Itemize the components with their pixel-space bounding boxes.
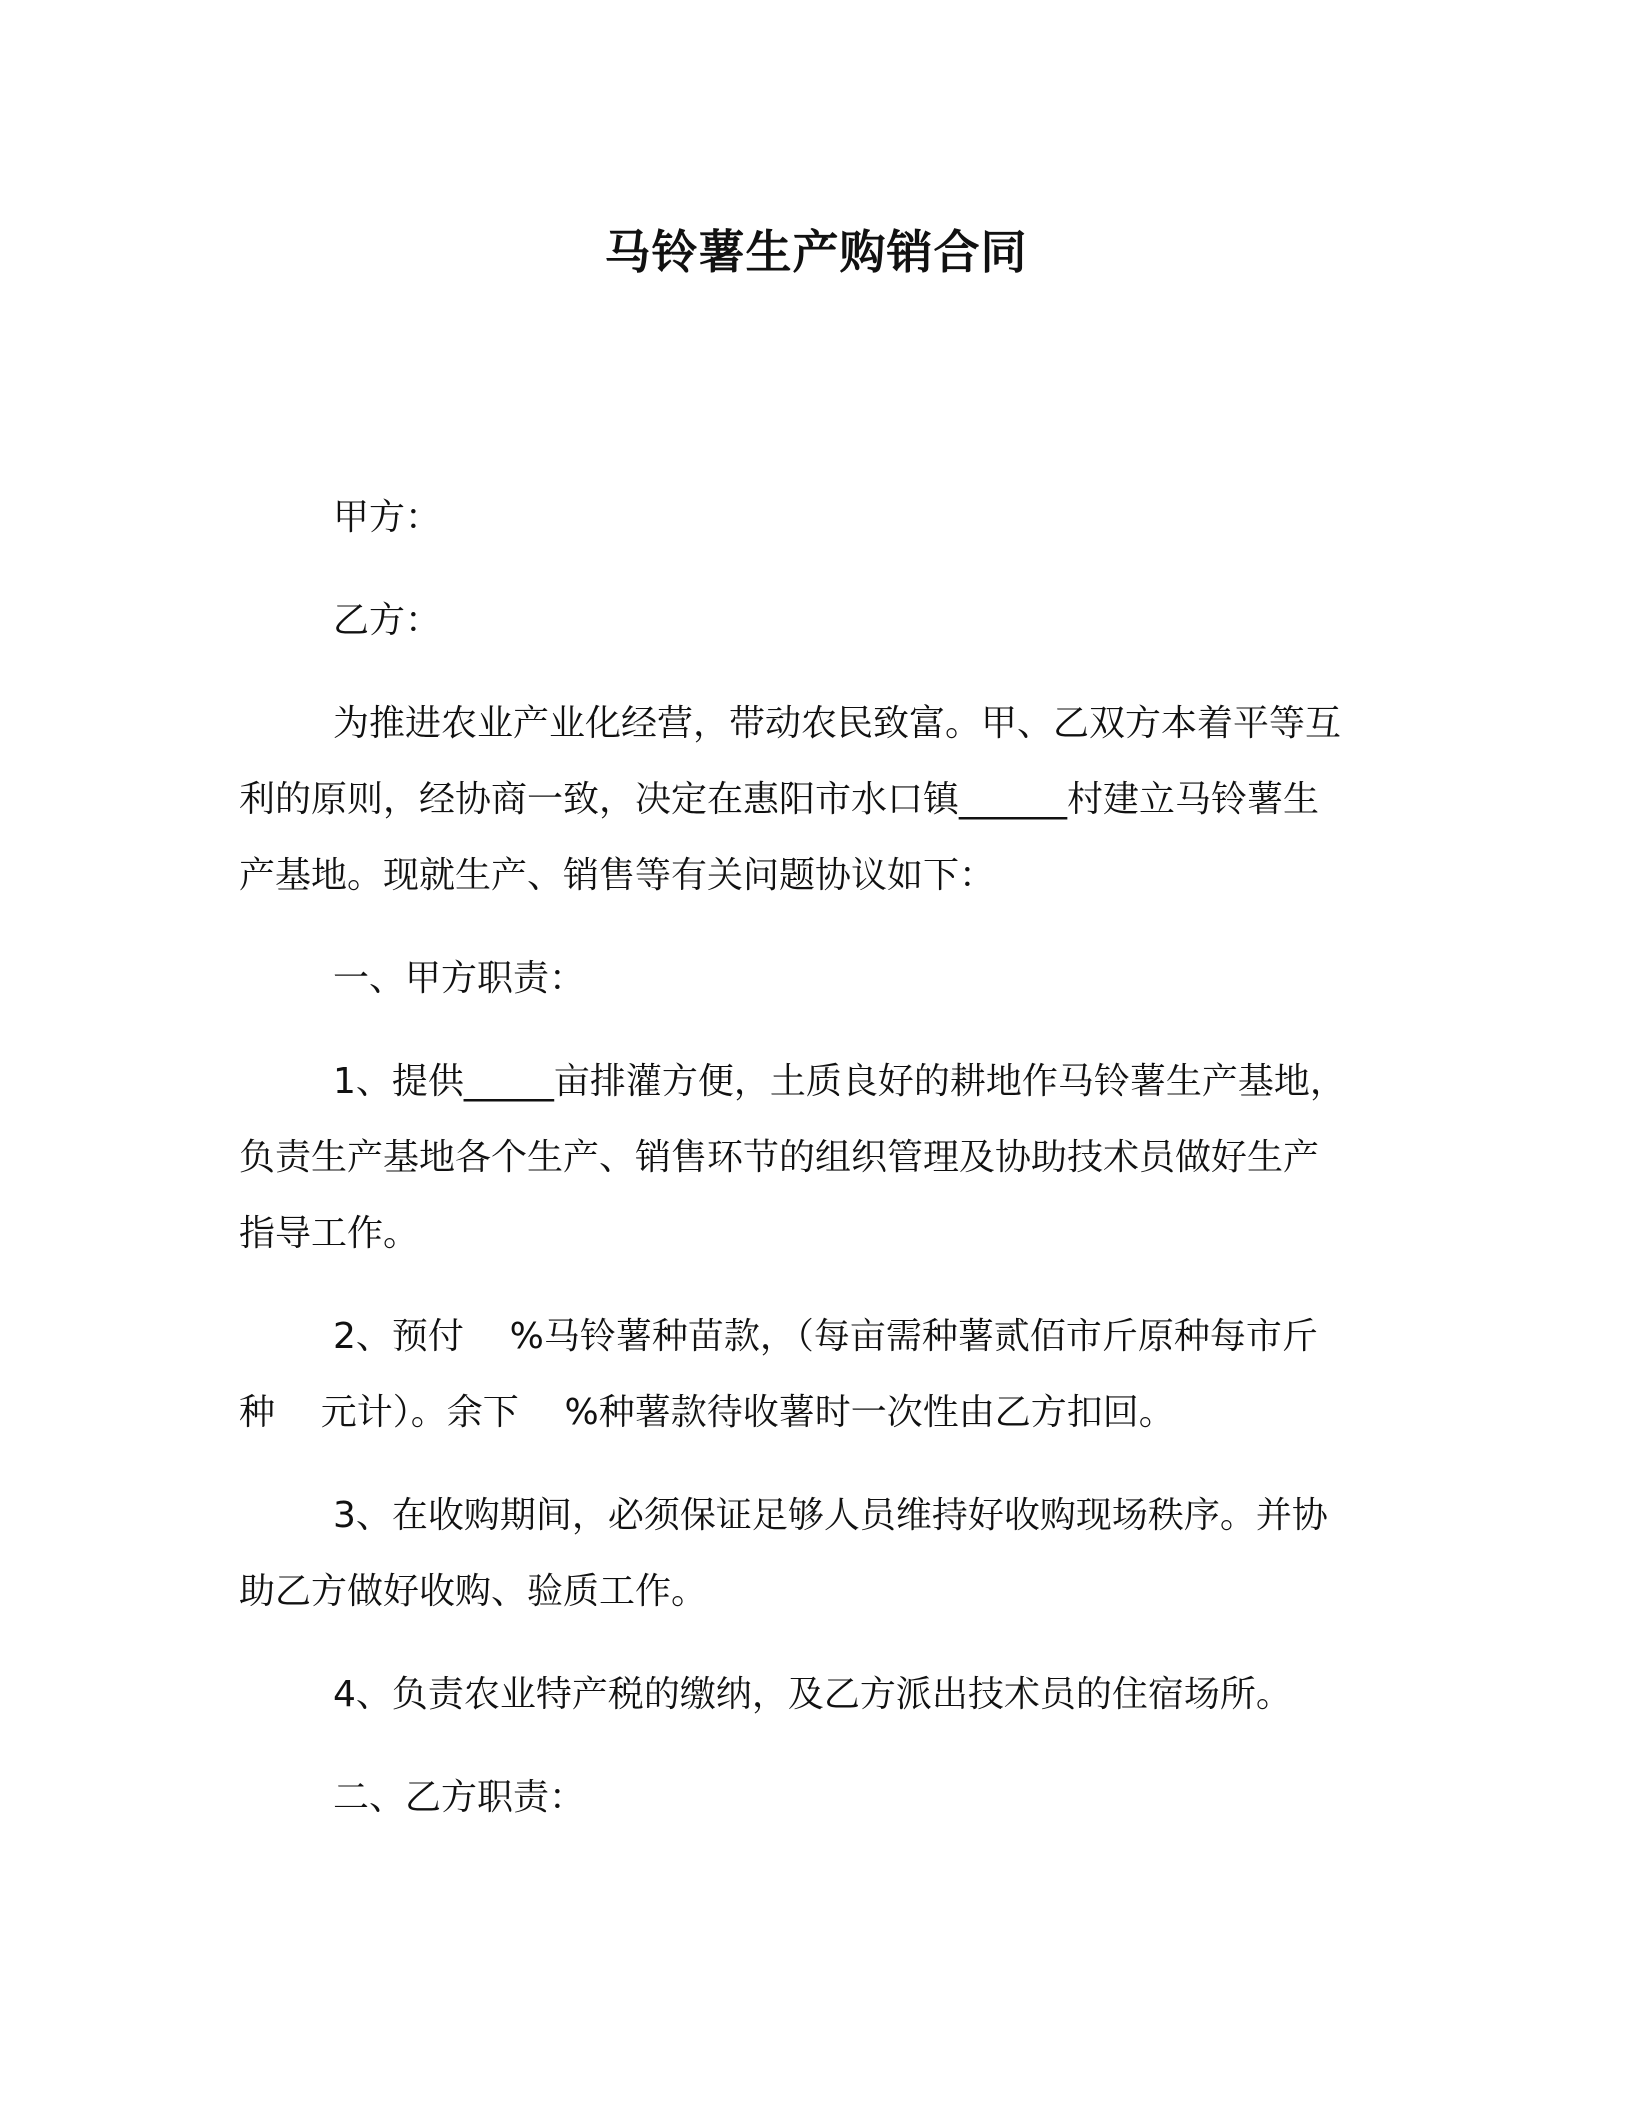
section-1-heading: 一、甲方职责： (333, 958, 586, 999)
party-b-label: 乙方： (333, 600, 442, 641)
contract-title: 马铃薯生产购销合同 (604, 225, 1028, 279)
clause-3-line-1: 3、在收购期间，必须保证足够人员维持好收购现场秩序。并协 (333, 1495, 1328, 1536)
clause-3-line-2: 助乙方做好收购、验质工作。 (239, 1571, 708, 1612)
party-a-label: 甲方： (333, 497, 442, 538)
clause-4-line-1: 4、负责农业特产税的缴纳，及乙方派出技术员的住宿场所。 (333, 1674, 1292, 1715)
clause-2-line-2: 种 元计）。余下 %种薯款待收薯时一次性由乙方扣回。 (239, 1392, 1175, 1433)
clause-2-line-1: 2、预付 %马铃薯种苗款，（每亩需种薯贰佰市斤原种每市斤 (333, 1316, 1318, 1357)
section-2-heading: 二、乙方职责： (333, 1777, 586, 1818)
clause-1-line-2: 负责生产基地各个生产、销售环节的组织管理及协助技术员做好生产 (239, 1137, 1320, 1178)
preamble-line-1: 为推进农业产业化经营，带动农民致富。甲、乙双方本着平等互 (333, 703, 1342, 744)
clause-1-line-3: 指导工作。 (239, 1213, 420, 1254)
preamble-line-2: 利的原则，经协商一致，决定在惠阳市水口镇______村建立马铃薯生 (239, 779, 1320, 820)
clause-1-line-1: 1、提供_____亩排灌方便，土质良好的耕地作马铃薯生产基地， (333, 1061, 1346, 1102)
preamble-line-3: 产基地。现就生产、销售等有关问题协议如下： (239, 855, 996, 896)
